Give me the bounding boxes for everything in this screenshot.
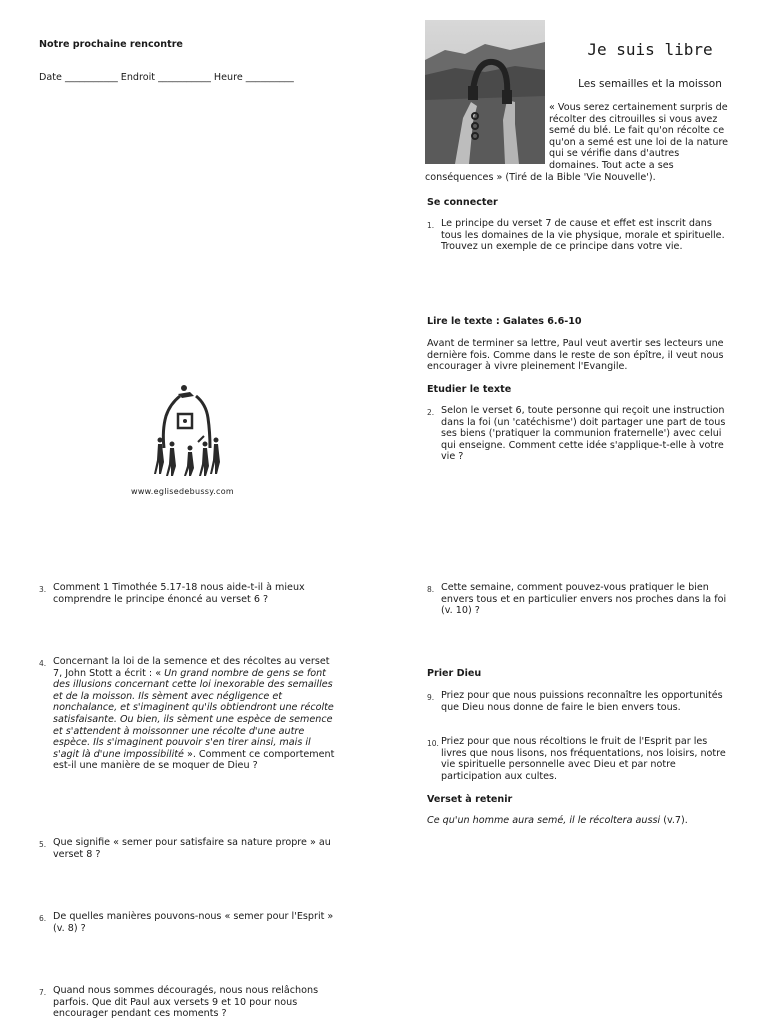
question-number: 10. [427, 739, 439, 748]
question-text: Priez pour que nous récoltions le fruit de l'Esprit par les livres que nous lisons, nos fréquentations, nos loisirs, notre vie spirituelle personnelle avec Dieu et par notre participation aux cultes. [441, 736, 726, 782]
memory-verse [427, 815, 737, 827]
question-1 [427, 218, 731, 253]
question-10 [427, 736, 731, 782]
section-verse: Verset à retenir [427, 794, 513, 805]
section-connect: Se connecter [427, 197, 498, 208]
question-3 [39, 582, 339, 605]
question-text: Priez pour que nous puissions reconnaître les opportunités que Dieu nous donne de faire le bien envers tous. [441, 690, 723, 713]
question-9 [427, 690, 731, 713]
question-number: 1. [427, 221, 435, 230]
question-4 [39, 656, 339, 772]
question-6 [39, 911, 339, 934]
question-number: 3. [39, 585, 47, 594]
section-read: Lire le texte : Galates 6.6-10 [427, 316, 582, 327]
question-text: Que signifie « semer pour satisfaire sa nature propre » au verset 8 ? [53, 837, 331, 860]
question-text: Le principe du verset 7 de cause et effet est inscrit dans tous les domaines de la vie physique, morale et spirituelle. Trouvez un exemple de ce principe dans votre vie. [441, 218, 725, 253]
question-8 [427, 582, 731, 617]
read-text: Avant de terminer sa lettre, Paul veut avertir ses lecteurs une dernière fois. Comme dans le reste de son épître, il veut nous encourager à vivre pleinement l'Evangile. [427, 338, 724, 373]
date-line: Date ___________ Endroit ___________ Heure __________ [39, 72, 294, 83]
page-title: Je suis libre [587, 40, 713, 59]
memory-verse-ref: (v.7). [660, 815, 688, 826]
question-text: Selon le verset 6, toute personne qui reçoit une instruction dans la foi (un 'catéchisme') doit partager une part de tous ses biens ('pratiquer la communion fraternelle') avec celui qui enseigne. Comment cette idée s'applique-t-elle à votre vie ? [441, 405, 726, 463]
question-text: Quand nous sommes découragés, nous nous relâchons parfois. Que dit Paul aux versets 9 et 10 pour nous encourager pendant ces moments ? [53, 985, 319, 1020]
question-7 [39, 985, 339, 1020]
memory-verse-text: Ce qu'un homme aura semé, il le récoltera aussi [427, 815, 661, 826]
question-number: 7. [39, 988, 47, 997]
question-number: 5. [39, 840, 47, 849]
intro-text: « Vous serez certainement surpris de récolter des citrouilles si vous avez semé du blé. Le fait qu'on récolte ce qu'on a semé est une loi de la nature qui se vérifie dans d'autres domaines. Tout acte a ses conséquences » (Tiré de la Bible 'Vie Nouvelle'). [425, 102, 729, 183]
question-text: Comment 1 Timothée 5.17-18 nous aide-t-il à mieux comprendre le principe énoncé au verset 6 ? [53, 582, 305, 605]
question-number: 4. [39, 659, 47, 668]
question-2 [427, 405, 731, 463]
page-subtitle: Les semailles et la moisson [578, 78, 722, 90]
section-pray: Prier Dieu [427, 668, 482, 679]
church-url: www.eglisedebussy.com [131, 487, 234, 496]
question-number: 9. [427, 693, 435, 702]
question-text-before: Concernant la loi de la semence et des récoltes au verset 7, John Stott a écrit : « [53, 656, 330, 679]
church-logo [150, 378, 230, 478]
question-number: 8. [427, 585, 435, 594]
next-meeting-title: Notre prochaine rencontre [39, 39, 183, 50]
stott-quote: Un grand nombre de gens se font des illusions concernant cette loi inexorable des semailles et de la moisson. Ils sèment avec négligence et nonchalance, et s'imaginent qu'ils obtiendront une récolte satisfaisante. Ou bien, ils sèment une espèce de semence et s'attendent à moissonner une récolte d'une autre espèce. Ils s'imaginent pouvoir s'en tirer ainsi, mais il s'agit là d'une impossibilité [53, 667, 334, 760]
question-text-after: ». Comment ce comportement est-il une manière de se moquer de Dieu ? [53, 748, 335, 772]
section-study: Etudier le texte [427, 384, 512, 395]
question-5 [39, 837, 339, 860]
question-number: 2. [427, 408, 435, 417]
question-text: Cette semaine, comment pouvez-vous pratiquer le bien envers tous et en particulier envers nos proches dans la foi (v. 10) ? [441, 582, 727, 617]
question-number: 6. [39, 914, 47, 923]
question-text: De quelles manières pouvons-nous « semer pour l'Esprit » (v. 8) ? [53, 911, 334, 934]
